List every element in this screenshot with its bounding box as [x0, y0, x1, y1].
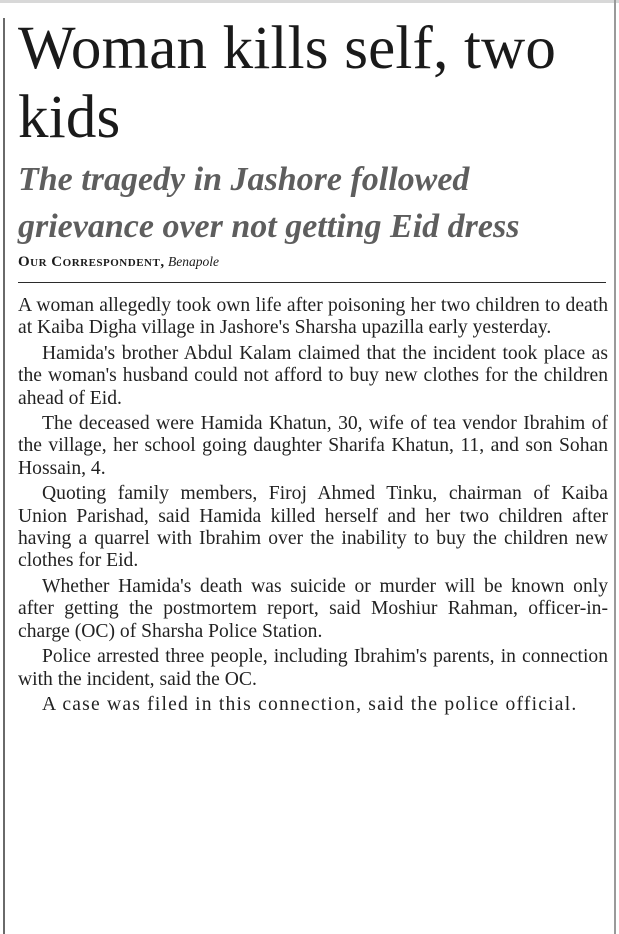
- news-article: [18, 14, 608, 719]
- subheadline: The tragedy in Jashore followed grievance over not getting Eid dress: [18, 161, 520, 245]
- byline-divider: [18, 282, 606, 283]
- article-paragraph: Whether Hamida's death was suicide or murder will be known only after getting the postmortem report, said Moshiur Rahman, officer-in-charge (OC) of Sharsha Police Station.: [18, 575, 608, 642]
- byline: [18, 252, 608, 272]
- left-column-rule: [3, 18, 5, 934]
- article-paragraph: Police arrested three people, including Ibrahim's parents, in connection with the incident, said the OC.: [18, 646, 608, 690]
- article-paragraph: Quoting family members, Firoj Ahmed Tinku, chairman of Kaiba Union Parishad, said Hamida killed herself and her two children after having a quarrel with Ibrahim over the inability to buy the children new clothes for Eid.: [18, 483, 608, 572]
- article-body: [18, 295, 608, 716]
- top-border: [0, 0, 619, 3]
- byline-location: Benapole: [167, 254, 219, 269]
- right-column-rule: [614, 0, 616, 934]
- article-paragraph: Hamida's brother Abdul Kalam claimed that the incident took place as the woman's husband could not afford to buy new clothes for the children ahead of Eid.: [18, 342, 608, 409]
- headline: Woman kills self, two kids: [18, 15, 557, 151]
- article-paragraph: A case was filed in this connection, said the police official.: [42, 693, 578, 715]
- article-paragraph: The deceased were Hamida Khatun, 30, wife of tea vendor Ibrahim of the village, her school going daughter Sharifa Khatun, 11, and son Sohan Hossain, 4.: [18, 413, 608, 479]
- byline-author: Our Correspondent,: [18, 254, 165, 270]
- article-paragraph: A woman allegedly took own life after poisoning her two children to death at Kaiba Digha village in Jashore's Sharsha upazilla early yesterday.: [18, 295, 608, 339]
